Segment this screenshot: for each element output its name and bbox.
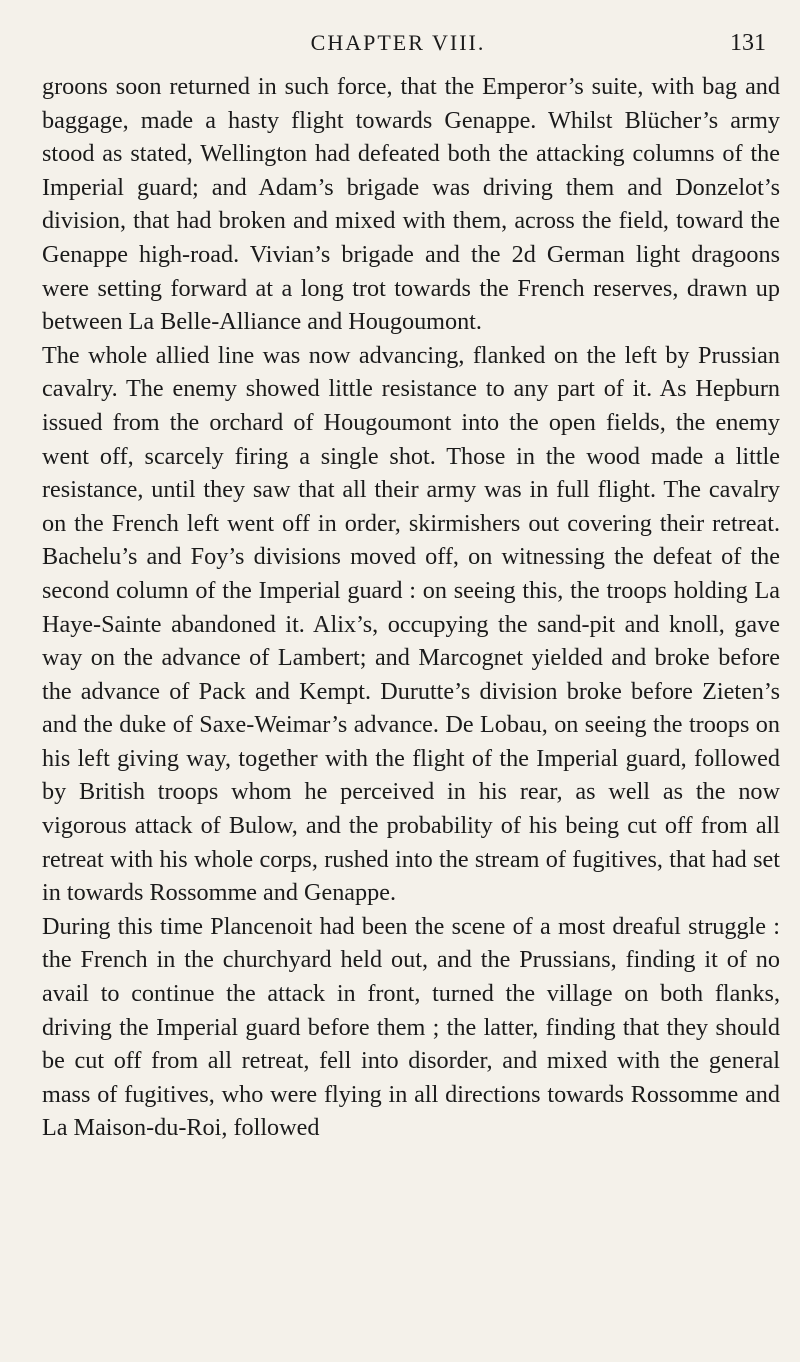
paragraph-2: The whole allied line was now advancing, flanked on the left by Prussian cavalry. The enemy showed little resistance to any part of it. As Hepburn issued from the orchard of Hougoumont into the open fields, the enemy went off, scarcely firing a single shot. Those in the wood made a little resistance, until they saw that all their army was in full flight. The cavalry on the French left went off in order, skirmishers out covering their retreat. Bachelu’s and Foy’s divisions moved off, on witnessing the defeat of the second column of the Imperial guard : on seeing this, the troops holding La Haye-Sainte abandoned it. Alix’s, occupying the sand-pit and knoll, gave way on the advance of Lambert; and Marcognet yielded and broke before the advance of Pack and Kempt. Durutte’s division broke before Zieten’s and the duke of Saxe-Weimar’s advance. De Lobau, on seeing the troops on his left giving way, together with the flight of the Imperial guard, followed by British troops whom he perceived in his rear, as well as the now vigorous attack of Bulow, and the probability of his being cut off from all retreat with his whole corps, rushed into the stream of fugitives, that had set in towards Rossomme and Genappe. [42, 341, 780, 907]
page-number: 131 [730, 30, 766, 56]
paragraph-1: groons soon returned in such force, that the Emperor’s suite, with bag and baggage, made a hasty flight towards Genappe. Whilst Blücher’s army stood as stated, Wellington had defeated both the attacking columns of the Imperial guard; and Adam’s brigade was driving them and Donzelot’s division, that had broken and mixed with them, across the field, toward the Genappe high-road. Vivian’s brigade and the 2d German light dragoons were setting forward at a long trot towards the French reserves, drawn up between La Belle-Alliance and Hougoumont. [42, 73, 780, 336]
body-text [42, 70, 780, 1145]
paragraph-3: During this time Plancenoit had been the scene of a most dreaful struggle : the French in the churchyard held out, and the Prussians, finding it of no avail to continue the attack in front, turned the village on both flanks, driving the Imperial guard before them ; the latter, finding that they should be cut off from all retreat, fell into disorder, and mixed with the general mass of fugitives, who were flying in all directions towards Rossomme and La Maison-du-Roi, followed [42, 912, 780, 1142]
chapter-title: CHAPTER VIII. [310, 30, 486, 55]
running-head [30, 28, 766, 58]
